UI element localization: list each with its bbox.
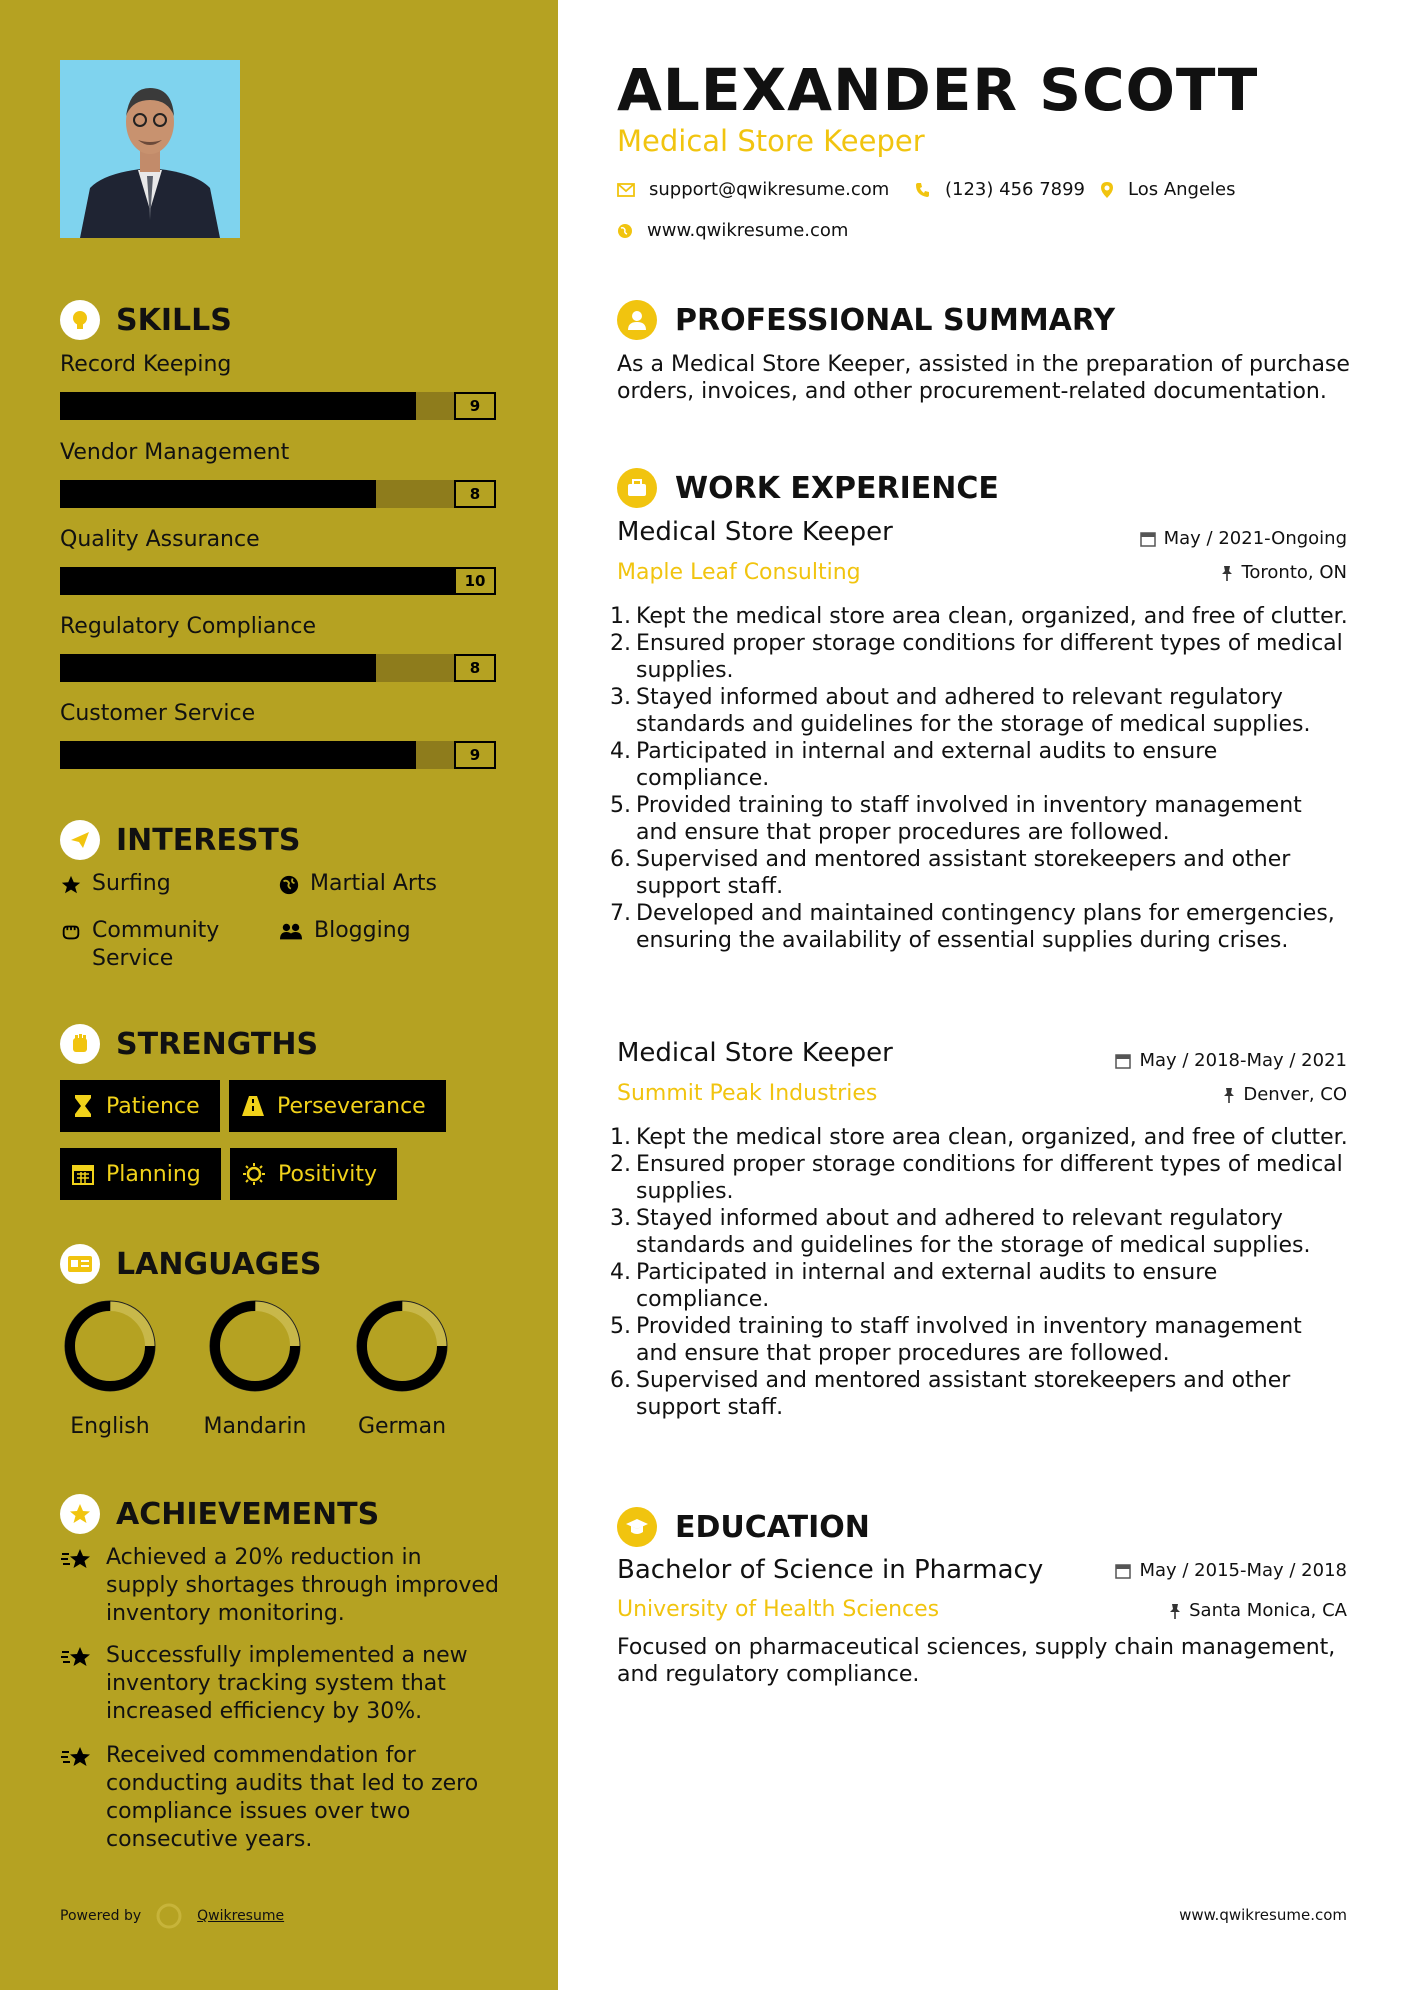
duty-item [610, 846, 1350, 900]
sun-icon [242, 1162, 266, 1186]
duty-number: 1. [610, 1125, 631, 1150]
education-dates: May / 2015-May / 2018 [1115, 1560, 1347, 1581]
achievement-text: Achieved a 20% reduction in supply shortages through improved inventory monitoring. [106, 1545, 499, 1626]
duty-text: Kept the medical store area clean, organized, and free of clutter. [636, 604, 1348, 629]
id-card-icon [60, 1244, 100, 1284]
duty-text: Participated in internal and external audits to ensure compliance. [636, 739, 1218, 791]
briefcase-icon [617, 468, 657, 508]
summary-text: As a Medical Store Keeper, assisted in the preparation of purchase orders, invoices, and other procurement-related documentation. [617, 352, 1350, 404]
users-icon [278, 921, 304, 943]
skills-heading: SKILLS [60, 300, 232, 340]
duty-number: 6. [610, 847, 631, 872]
duty-number: 4. [610, 739, 631, 764]
calendar-icon [72, 1163, 94, 1185]
duty-number: 6. [610, 1368, 631, 1393]
phone-icon [915, 182, 931, 198]
skill-bar [60, 480, 496, 508]
envelope-icon [617, 183, 635, 197]
duty-text: Provided training to staff involved in inventory management and ensure that proper procedures are followed. [636, 1314, 1302, 1366]
school: University of Health Sciences [617, 1597, 940, 1622]
pushpin-icon [1169, 1603, 1181, 1619]
duty-item [610, 1367, 1350, 1421]
duty-number: 5. [610, 1314, 631, 1339]
duty-text: Supervised and mentored assistant storekeepers and other support staff. [636, 847, 1291, 899]
sidebar [0, 0, 558, 1990]
duty-item [610, 1313, 1350, 1367]
duty-item [610, 1151, 1350, 1205]
job-title: Medical Store Keeper [617, 517, 893, 547]
pushpin-icon [1223, 1087, 1235, 1103]
duty-text: Provided training to staff involved in inventory management and ensure that proper procedures are followed. [636, 793, 1302, 845]
skill-bar-fill [60, 654, 376, 682]
duty-item [610, 603, 1350, 630]
interest-item: Community Service [60, 917, 250, 973]
job-title: Medical Store Keeper [617, 1038, 893, 1068]
stars-icon [60, 1546, 94, 1574]
achievement-item [60, 1642, 500, 1726]
skill-label: Customer Service [60, 701, 256, 726]
skill-level: 10 [454, 567, 496, 595]
footer-website[interactable]: www.qwikresume.com [1179, 1906, 1347, 1924]
calendar-icon [1115, 1563, 1131, 1579]
calendar-icon [1115, 1053, 1131, 1069]
interest-item: Blogging [278, 917, 411, 945]
language-level-ring [352, 1296, 452, 1396]
skill-bar [60, 741, 496, 769]
skill-label: Record Keeping [60, 352, 232, 377]
duty-text: Kept the medical store area clean, organized, and free of clutter. [636, 1125, 1348, 1150]
duty-text: Supervised and mentored assistant storekeepers and other support staff. [636, 1368, 1291, 1420]
language-level-ring [60, 1296, 160, 1396]
globe-icon [617, 223, 633, 239]
skill-level: 9 [454, 392, 496, 420]
contact-location: Los Angeles [1100, 179, 1236, 200]
education-heading: EDUCATION [617, 1507, 870, 1547]
job-dates: May / 2021-Ongoing [1140, 528, 1347, 549]
achievement-item [60, 1742, 500, 1854]
globe-icon [278, 874, 300, 896]
language-label: English [70, 1414, 150, 1439]
hand-icon [60, 921, 82, 943]
skill-level: 8 [454, 654, 496, 682]
language-level-ring [205, 1296, 305, 1396]
job-company: Summit Peak Industries [617, 1081, 878, 1106]
job-location: Denver, CO [1223, 1084, 1347, 1105]
lightbulb-icon [60, 300, 100, 340]
strength-badge: Perseverance [229, 1080, 446, 1132]
education-text: Focused on pharmaceutical sciences, supply chain management, and regulatory compliance. [617, 1635, 1336, 1687]
duty-number: 3. [610, 685, 631, 710]
skill-bar-fill [60, 392, 416, 420]
job-dates: May / 2018-May / 2021 [1115, 1050, 1347, 1071]
graduation-cap-icon [617, 1507, 657, 1547]
duty-item [610, 684, 1350, 738]
summary-heading: PROFESSIONAL SUMMARY [617, 300, 1115, 340]
duty-text: Stayed informed about and adhered to relevant regulatory standards and guidelines for the storage of medical supplies. [636, 1206, 1311, 1258]
skill-level: 8 [454, 480, 496, 508]
languages-heading: LANGUAGES [60, 1244, 321, 1284]
hourglass-icon [72, 1094, 94, 1118]
calendar-icon [1140, 531, 1156, 547]
skill-bar-fill [60, 480, 376, 508]
user-icon [617, 300, 657, 340]
duty-number: 7. [610, 901, 631, 926]
achievement-text: Successfully implemented a new inventory tracking system that increased efficiency by 30%. [106, 1643, 468, 1724]
achievement-text: Received commendation for conducting audits that led to zero compliance issues over two consecutive years. [106, 1743, 479, 1852]
profile-photo [60, 60, 240, 238]
duty-item [610, 792, 1350, 846]
strength-badge: Planning [60, 1148, 221, 1200]
duty-item [610, 630, 1350, 684]
job-duties [610, 603, 1350, 954]
skill-label: Quality Assurance [60, 527, 260, 552]
skill-bar [60, 654, 496, 682]
star-icon [60, 874, 82, 896]
pushpin-icon [1221, 565, 1233, 581]
duty-item [610, 900, 1350, 954]
strength-badge: Positivity [230, 1148, 397, 1200]
language-label: Mandarin [203, 1414, 307, 1439]
job-duties [610, 1124, 1350, 1421]
duty-item [610, 738, 1350, 792]
candidate-name: ALEXANDER SCOTT [617, 56, 1259, 124]
duty-number: 4. [610, 1260, 631, 1285]
stars-icon [60, 1744, 94, 1772]
duty-text: Ensured proper storage conditions for different types of medical supplies. [636, 631, 1343, 683]
map-pin-icon [1100, 181, 1114, 199]
interests-heading: INTERESTS [60, 820, 301, 860]
qwikresume-logo-icon [155, 1902, 183, 1930]
duty-item [610, 1124, 1350, 1151]
skill-level: 9 [454, 741, 496, 769]
duty-text: Participated in internal and external audits to ensure compliance. [636, 1260, 1218, 1312]
language-label: German [357, 1414, 447, 1439]
contact-website[interactable]: www.qwikresume.com [617, 220, 848, 241]
interest-item: Surfing [60, 870, 171, 898]
fist-icon [60, 1024, 100, 1064]
duty-text: Developed and maintained contingency plans for emergencies, ensuring the availability of essential supplies during crises. [636, 901, 1335, 953]
education-location: Santa Monica, CA [1169, 1600, 1347, 1621]
skill-bar [60, 392, 496, 420]
brand-link[interactable]: Qwikresume [197, 1908, 285, 1924]
duty-text: Stayed informed about and adhered to relevant regulatory standards and guidelines for the storage of medical supplies. [636, 685, 1311, 737]
experience-heading: WORK EXPERIENCE [617, 468, 999, 508]
skill-bar [60, 567, 496, 595]
skill-label: Regulatory Compliance [60, 614, 316, 639]
skill-bar-fill [60, 741, 416, 769]
strengths-heading: STRENGTHS [60, 1024, 318, 1064]
paper-plane-icon [60, 820, 100, 860]
duty-number: 2. [610, 1152, 631, 1177]
duty-number: 1. [610, 604, 631, 629]
degree: Bachelor of Science in Pharmacy [617, 1555, 1044, 1585]
stars-icon [60, 1644, 94, 1672]
achievement-item [60, 1544, 500, 1628]
contact-email[interactable]: support@qwikresume.com [617, 179, 889, 200]
job-location: Toronto, ON [1221, 562, 1347, 583]
skill-label: Vendor Management [60, 440, 290, 465]
skill-bar-fill [60, 567, 455, 595]
powered-by: Powered by Qwikresume [60, 1902, 284, 1930]
contact-phone[interactable]: (123) 456 7899 [915, 179, 1085, 200]
duty-item [610, 1205, 1350, 1259]
interest-item: Martial Arts [278, 870, 437, 898]
duty-number: 2. [610, 631, 631, 656]
star-badge-icon [60, 1494, 100, 1534]
candidate-role: Medical Store Keeper [617, 124, 925, 158]
job-company: Maple Leaf Consulting [617, 560, 861, 585]
achievements-heading: ACHIEVEMENTS [60, 1494, 379, 1534]
duty-text: Ensured proper storage conditions for different types of medical supplies. [636, 1152, 1343, 1204]
road-icon [241, 1095, 265, 1117]
duty-number: 3. [610, 1206, 631, 1231]
duty-number: 5. [610, 793, 631, 818]
strength-badge: Patience [60, 1080, 220, 1132]
duty-item [610, 1259, 1350, 1313]
